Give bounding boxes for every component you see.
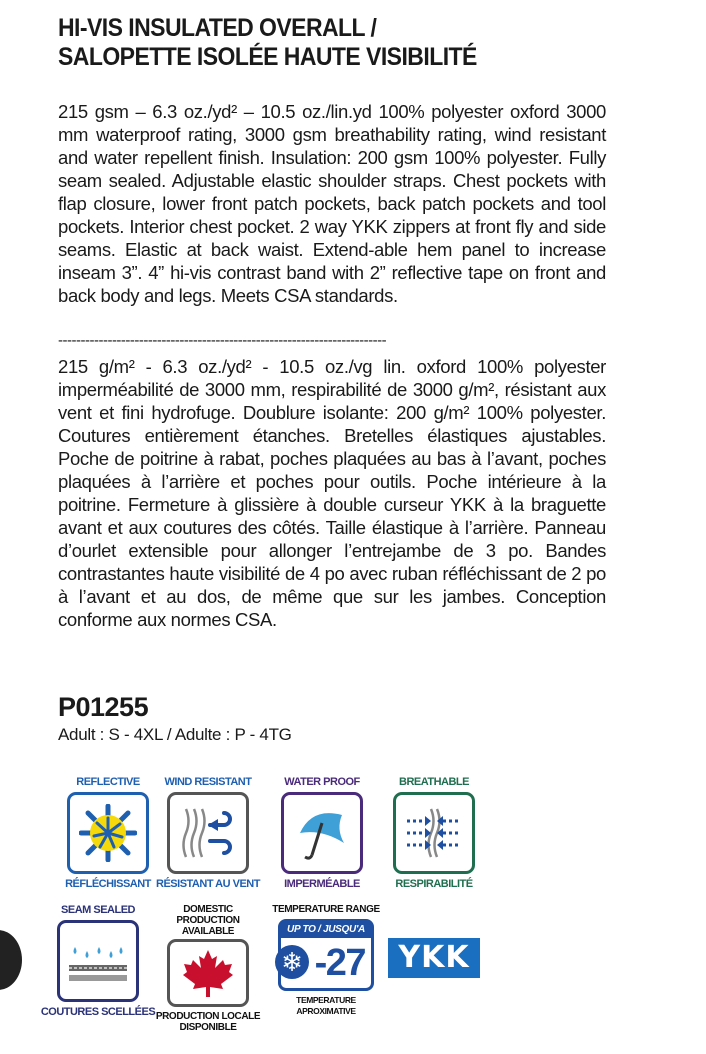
badge-wind-resistant bbox=[146, 776, 270, 890]
description-fr: 215 g/m² - 6.3 oz./yd² - 10.5 oz./vg lin. oxford 100% polyester imperméabilité de 3000 mm, respirabilité de 3000 g/m², résistant aux vent et fini hydrofuge. Doublure isolante: 200 g/m² 100% polyester. Coutures entièrement étanches. Bretelles élastiques ajustables. Poche de poitrine à rabat, poches plaquées au bas à l’avant, poches plaquées à l’arrière et poches pour outils. Poche intérieure à la poitrine. Fermeture à glissière à double curseur YKK à la braguette avant et aux coutures des côtés. Taille élastique à l’arrière. Panneau d’ourlet extensible pour allonger l’entrejambe de 3 po. Bandes contrastantes haute visibilité de 4 po avec ruban réfléchissant de 2 po à l’avant et au dos, de même que sur les jambes. Conception conforme aux normes CSA. bbox=[58, 356, 606, 630]
badge-label-bottom: IMPERMÉABLE bbox=[284, 878, 360, 890]
sun-reflective-icon bbox=[67, 792, 149, 874]
badge-label-top: WATER PROOF bbox=[284, 776, 360, 788]
badge-label-bottom: RÉFLÉCHISSANT bbox=[65, 878, 151, 890]
badge-label-bottom: PRODUCTION LOCALE DISPONIBLE bbox=[155, 1011, 261, 1033]
badge-water-proof bbox=[260, 776, 384, 890]
partial-black-object bbox=[0, 930, 22, 990]
size-range: Adult : S - 4XL / Adulte : P - 4TG bbox=[58, 725, 292, 744]
separator-line: ------------------------------------------------------------------------- bbox=[58, 333, 387, 349]
snowflake-icon: ❄ bbox=[275, 945, 309, 979]
badge-label-top: BREATHABLE bbox=[399, 776, 469, 788]
temperature-value: -27 bbox=[314, 942, 365, 984]
badge-label-bottom: RESPIRABILITÉ bbox=[395, 878, 473, 890]
badge-label-bottom: RÉSISTANT AU VENT bbox=[156, 878, 260, 890]
temperature-label-top: TEMPERATURE RANGE bbox=[272, 904, 380, 915]
badge-label-top: REFLECTIVE bbox=[76, 776, 140, 788]
badge-seam-sealed bbox=[36, 904, 160, 1018]
badge-label-top: SEAM SEALED bbox=[61, 904, 135, 916]
description-en: 215 gsm – 6.3 oz./yd² – 10.5 oz./lin.yd 100% polyester oxford 3000 mm waterproof rating, 3000 gsm breathability rating, wind resistant and water repellent finish. Insulation: 200 gsm 100% polyester. Fully seam sealed. Adjustable elastic shoulder straps. Chest pockets with flap closure, lower front patch pockets, back patch pockets and tool pockets. Interior chest pocket. 2 way YKK zippers at front fly and side seams. Elastic at back waist. Extend-able hem panel to increase inseam 3”. 4” hi-vis contrast band with 2” reflective tape on front and back body and legs. Meets CSA standards. bbox=[58, 101, 606, 306]
badge-label-top: DOMESTIC PRODUCTION AVAILABLE bbox=[176, 904, 240, 937]
temperature-box bbox=[278, 919, 374, 991]
wind-icon bbox=[167, 792, 249, 874]
ykk-logo: YKK bbox=[388, 938, 480, 978]
product-title bbox=[58, 14, 573, 72]
product-code: P01255 bbox=[58, 692, 149, 722]
title-line-fr: SALOPETTE ISOLÉE HAUTE VISIBILITÉ bbox=[58, 43, 477, 71]
umbrella-icon bbox=[281, 792, 363, 874]
badge-temperature-range bbox=[272, 904, 380, 1017]
badge-label-top: WIND RESISTANT bbox=[164, 776, 252, 788]
badge-domestic-production bbox=[146, 904, 270, 1033]
temperature-label-bottom: TEMPERATURE APROXIMATIVE bbox=[296, 995, 356, 1016]
airflow-icon bbox=[393, 792, 475, 874]
badge-label-bottom: COUTURES SCELLÉES bbox=[40, 1006, 156, 1018]
title-line-en: HI-VIS INSULATED OVERALL / bbox=[58, 14, 377, 42]
droplets-icon bbox=[57, 920, 139, 1002]
badge-breathable bbox=[372, 776, 496, 890]
maple-leaf-icon bbox=[167, 939, 249, 1007]
temperature-banner: UP TO / JUSQU'A bbox=[281, 922, 371, 938]
